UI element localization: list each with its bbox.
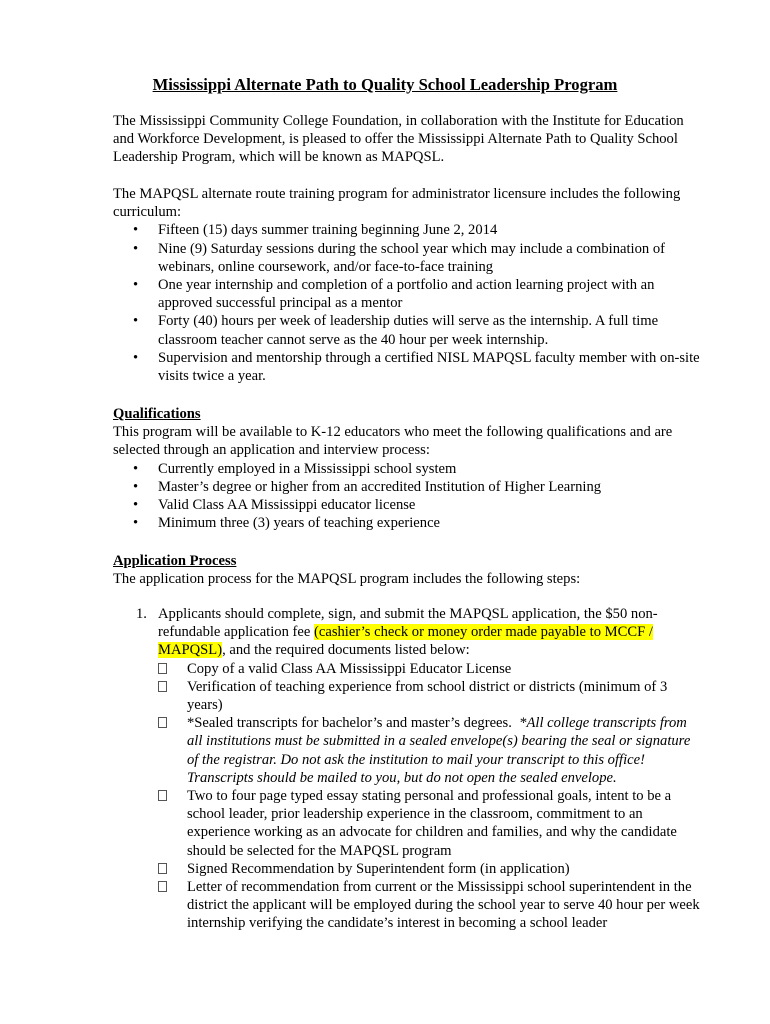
bullet-icon: • — [133, 222, 139, 239]
list-item: • One year internship and completion of a portfolio and action learning project with an approved successful principal as a mentor — [133, 277, 655, 312]
curriculum-section — [113, 185, 703, 385]
intro-paragraph: The Mississippi Community College Foundation, in collaboration with the Institute for Education and Workforce Development, is pleased to offer the Mississippi Alternate Path to Quality School Leadership Program, which will be known as MAPQSL. — [113, 113, 684, 166]
step-number: 1. — [136, 606, 147, 622]
checkbox-icon — [158, 863, 167, 874]
list-item: • Master’s degree or higher from an accredited Institution of Higher Learning — [133, 478, 602, 495]
checkbox-icon — [158, 663, 167, 674]
qualifications-heading: Qualifications — [113, 406, 201, 422]
bullet-icon: • — [133, 478, 139, 495]
bullet-icon: • — [133, 313, 139, 330]
bullet-icon: • — [133, 349, 139, 366]
qualifications-lead: This program will be available to K-12 educators who meet the following qualifications and are selected through an application and interview process: — [113, 424, 673, 459]
application-lead: The application process for the MAPQSL program includes the following steps: — [113, 571, 581, 588]
bullet-icon: • — [133, 497, 139, 514]
curriculum-lead: The MAPQSL alternate route training program for administrator licensure includes the following curriculum: — [113, 186, 681, 221]
list-item: Verification of teaching experience from school district or districts (minimum of 3 years) — [158, 678, 703, 714]
application-steps — [113, 605, 703, 933]
bullet-icon: • — [133, 240, 139, 257]
checkbox-icon — [158, 681, 167, 692]
required-documents-list — [158, 660, 703, 933]
step-item — [113, 605, 703, 933]
bullet-icon: • — [133, 277, 139, 294]
checkbox-icon — [158, 790, 167, 801]
checkbox-icon — [158, 717, 167, 728]
list-item: Signed Recommendation by Superintendent form (in application) — [158, 860, 703, 878]
list-item: Two to four page typed essay stating personal and professional goals, intent to be a school leader, prior leadership experience in the classroom, commitment to an experience working as an advocate for children and families, and why the candidate should be selected for the MAPQSL program — [158, 787, 703, 860]
list-item: • Minimum three (3) years of teaching experience — [133, 515, 441, 532]
payment-highlight: (cashier’s check or money order made payable to MCCF / MAPQSL) — [158, 624, 653, 659]
list-item: • Nine (9) Saturday sessions during the school year which may include a combination of webinars, online coursework, and/or face-to-face training — [133, 240, 666, 275]
list-item: Letter of recommendation from current or the Mississippi school superintendent in the district the applicant will be employed during the school year to serve 40 hour per week internship verifying the candidate’s interest in becoming a school leader — [158, 878, 703, 933]
bullet-icon: • — [133, 460, 139, 477]
curriculum-list — [113, 221, 703, 385]
qualifications-section — [113, 405, 703, 532]
step-text: Applicants should complete, sign, and submit the MAPQSL application, the $50 non-refundable application fee (cashier’s check or money order made payable to MCCF / MAPQSL), and the required documents listed below: — [158, 606, 658, 659]
list-item: • Currently employed in a Mississippi school system — [133, 460, 457, 477]
list-item: *Sealed transcripts for bachelor’s and master’s degrees. *All college transcripts from all institutions must be submitted in a sealed envelope(s) bearing the seal or signature of the registrar. Do not ask the institution to mail your transcript to this office! Transcripts should be mailed to you, but do not open the sealed envelope. — [158, 714, 703, 787]
bullet-icon: • — [133, 515, 139, 532]
list-item: • Fifteen (15) days summer training beginning June 2, 2014 — [133, 222, 498, 239]
transcript-note: *All college transcripts from all institutions must be submitted in a sealed envelope(s) bearing the seal or signature of the registrar. Do not ask the institution to mail your transcript to this office! Transcripts should be mailed to you, but do not open the sealed envelope. — [187, 715, 691, 786]
checkbox-icon — [158, 881, 167, 892]
list-item: • Forty (40) hours per week of leadership duties will serve as the internship. A full time classroom teacher cannot serve as the 40 hour per week internship. — [133, 313, 659, 348]
application-section — [113, 552, 703, 588]
list-item: Copy of a valid Class AA Mississippi Educator License — [158, 660, 703, 678]
list-item: • Valid Class AA Mississippi educator license — [133, 497, 416, 514]
list-item: • Supervision and mentorship through a certified NISL MAPQSL faculty member with on-site visits twice a year. — [133, 349, 700, 385]
application-heading: Application Process — [113, 553, 237, 569]
qualifications-list — [113, 460, 703, 533]
page-title: Mississippi Alternate Path to Quality School Leadership Program — [152, 75, 618, 94]
